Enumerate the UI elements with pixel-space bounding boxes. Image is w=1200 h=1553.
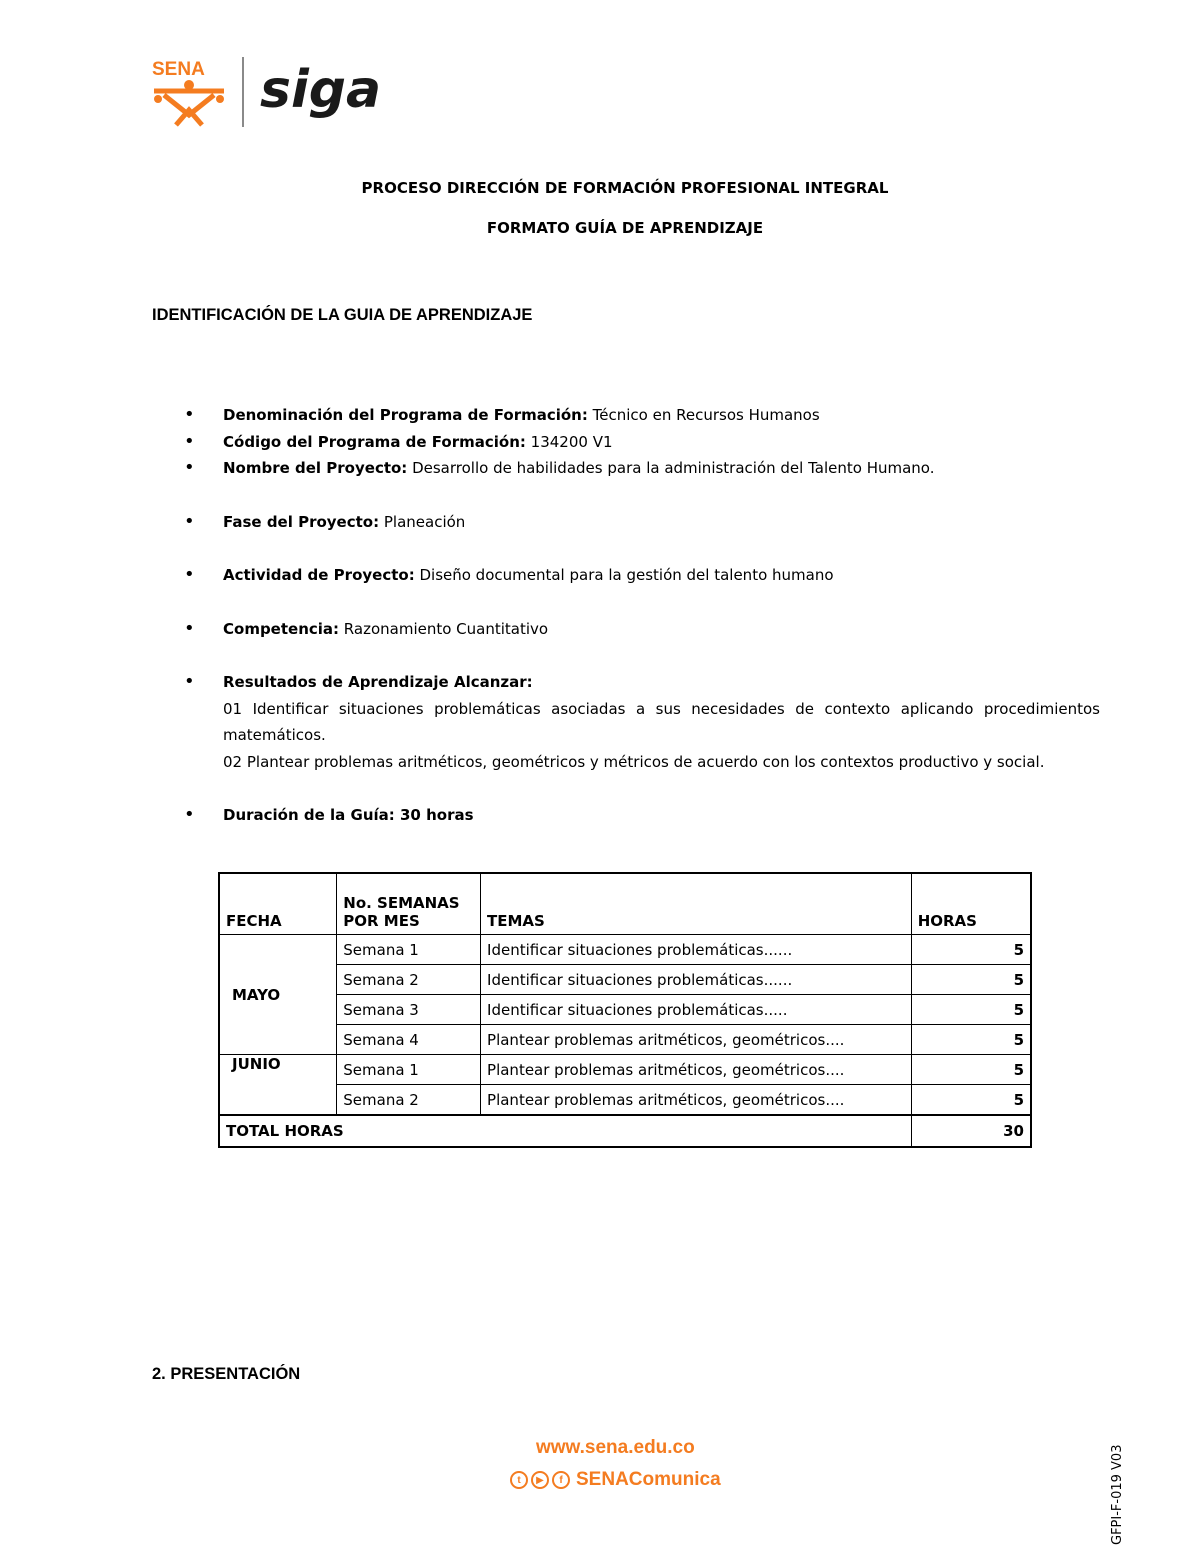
cell-horas: 5 [911, 995, 1031, 1025]
item-value: Razonamiento Cuantitativo [339, 619, 549, 638]
item-label: Actividad de Proyecto: [223, 566, 415, 584]
logo-divider [242, 57, 244, 127]
cell-tema: Plantear problemas aritméticos, geométricos.... [481, 1085, 912, 1116]
footer-url-link[interactable]: www.sena.edu.co [536, 1437, 695, 1458]
header-logos [150, 55, 390, 130]
siga-logo-text: siga [260, 60, 382, 120]
list-item [180, 402, 1100, 429]
table-row [219, 995, 1031, 1025]
section-heading-identification: IDENTIFICACIÓN DE LA GUIA DE APRENDIZAJE [152, 306, 533, 324]
section-heading-presentation: 2. PRESENTACIÓN [152, 1365, 301, 1383]
cell-semana: Semana 1 [337, 935, 481, 965]
item-label: Competencia: [223, 619, 340, 638]
item-label: Fase del Proyecto: [223, 512, 380, 531]
cell-tema: Plantear problemas aritméticos, geométricos.... [481, 1055, 912, 1085]
item-value: Diseño documental para la gestión del talento humano [414, 566, 834, 584]
twitter-icon[interactable]: t [510, 1471, 528, 1489]
list-item [180, 616, 1100, 643]
item-label: Nombre del Proyecto: [223, 459, 408, 477]
sena-logo-text: SENA [152, 59, 205, 80]
cell-tema: Identificar situaciones problemáticas..... [481, 995, 912, 1025]
format-title: FORMATO GUÍA DE APRENDIZAJE [486, 219, 764, 237]
list-item-results [180, 669, 1100, 775]
cell-horas: 5 [911, 1055, 1031, 1085]
cell-horas: 5 [911, 965, 1031, 995]
item-label: Código del Programa de Formación: [223, 432, 526, 451]
total-value: 30 [911, 1115, 1031, 1147]
cell-horas: 5 [911, 1025, 1031, 1055]
item-label: Duración de la Guía: [223, 806, 395, 824]
cell-tema: Plantear problemas aritméticos, geométricos.... [481, 1025, 912, 1055]
table-row [219, 1085, 1031, 1116]
cell-semana: Semana 2 [337, 965, 481, 995]
cell-horas: 5 [911, 935, 1031, 965]
table-header-row [219, 873, 1031, 935]
header-semanas: No. SEMANAS POR MES [337, 873, 481, 935]
cell-semana: Semana 3 [337, 995, 481, 1025]
footer-handle: SENAComunica [576, 1469, 721, 1490]
cell-horas: 5 [911, 1085, 1031, 1116]
cell-semana: Semana 4 [337, 1025, 481, 1055]
list-item [180, 455, 1100, 482]
month-mayo: MAYO [219, 935, 337, 1055]
cell-tema: Identificar situaciones problemáticas...... [481, 965, 912, 995]
list-item [180, 509, 1100, 536]
header-temas: TEMAS [481, 873, 912, 935]
sena-logo [150, 55, 228, 127]
table-row [219, 1025, 1031, 1055]
item-value: 30 horas [394, 806, 474, 824]
item-label: Resultados de Aprendizaje Alcanzar: [223, 673, 533, 691]
table-row [219, 1055, 1031, 1085]
item-value: Planeación [379, 512, 466, 531]
item-label: Denominación del Programa de Formación: [223, 406, 588, 424]
item-value: Desarrollo de habilidades para la administración del Talento Humano. [407, 459, 935, 477]
schedule-table [218, 872, 1032, 1148]
table-row [219, 935, 1031, 965]
month-junio: JUNIO [219, 1055, 337, 1116]
result-2: 02 Plantear problemas aritméticos, geométricos y métricos de acuerdo con los contextos productivo y social. [223, 752, 1045, 771]
cell-tema: Identificar situaciones problemáticas...... [481, 935, 912, 965]
siga-logo [258, 59, 390, 125]
list-item [180, 562, 1100, 589]
header-horas: HORAS [911, 873, 1031, 935]
table-total-row [219, 1115, 1031, 1147]
list-item-duration [180, 802, 1100, 829]
table-row [219, 965, 1031, 995]
process-title: PROCESO DIRECCIÓN DE FORMACIÓN PROFESIONAL INTEGRAL [361, 179, 889, 197]
cell-semana: Semana 2 [337, 1085, 481, 1116]
list-item [180, 429, 1100, 456]
result-1: 01 Identificar situaciones problemáticas asociadas a sus necesidades de contexto aplicando procedimientos matemáticos. [223, 699, 1100, 744]
footer-social [510, 1466, 721, 1494]
identification-list [180, 402, 1100, 829]
total-label: TOTAL HORAS [219, 1115, 911, 1147]
item-value: 134200 V1 [525, 432, 613, 451]
item-value: Técnico en Recursos Humanos [587, 406, 820, 424]
facebook-icon[interactable]: f [552, 1471, 570, 1489]
document-code: GFPI-F-019 V03 [1110, 1444, 1125, 1545]
youtube-icon[interactable]: ▶ [531, 1471, 549, 1489]
cell-semana: Semana 1 [337, 1055, 481, 1085]
header-fecha: FECHA [219, 873, 337, 935]
